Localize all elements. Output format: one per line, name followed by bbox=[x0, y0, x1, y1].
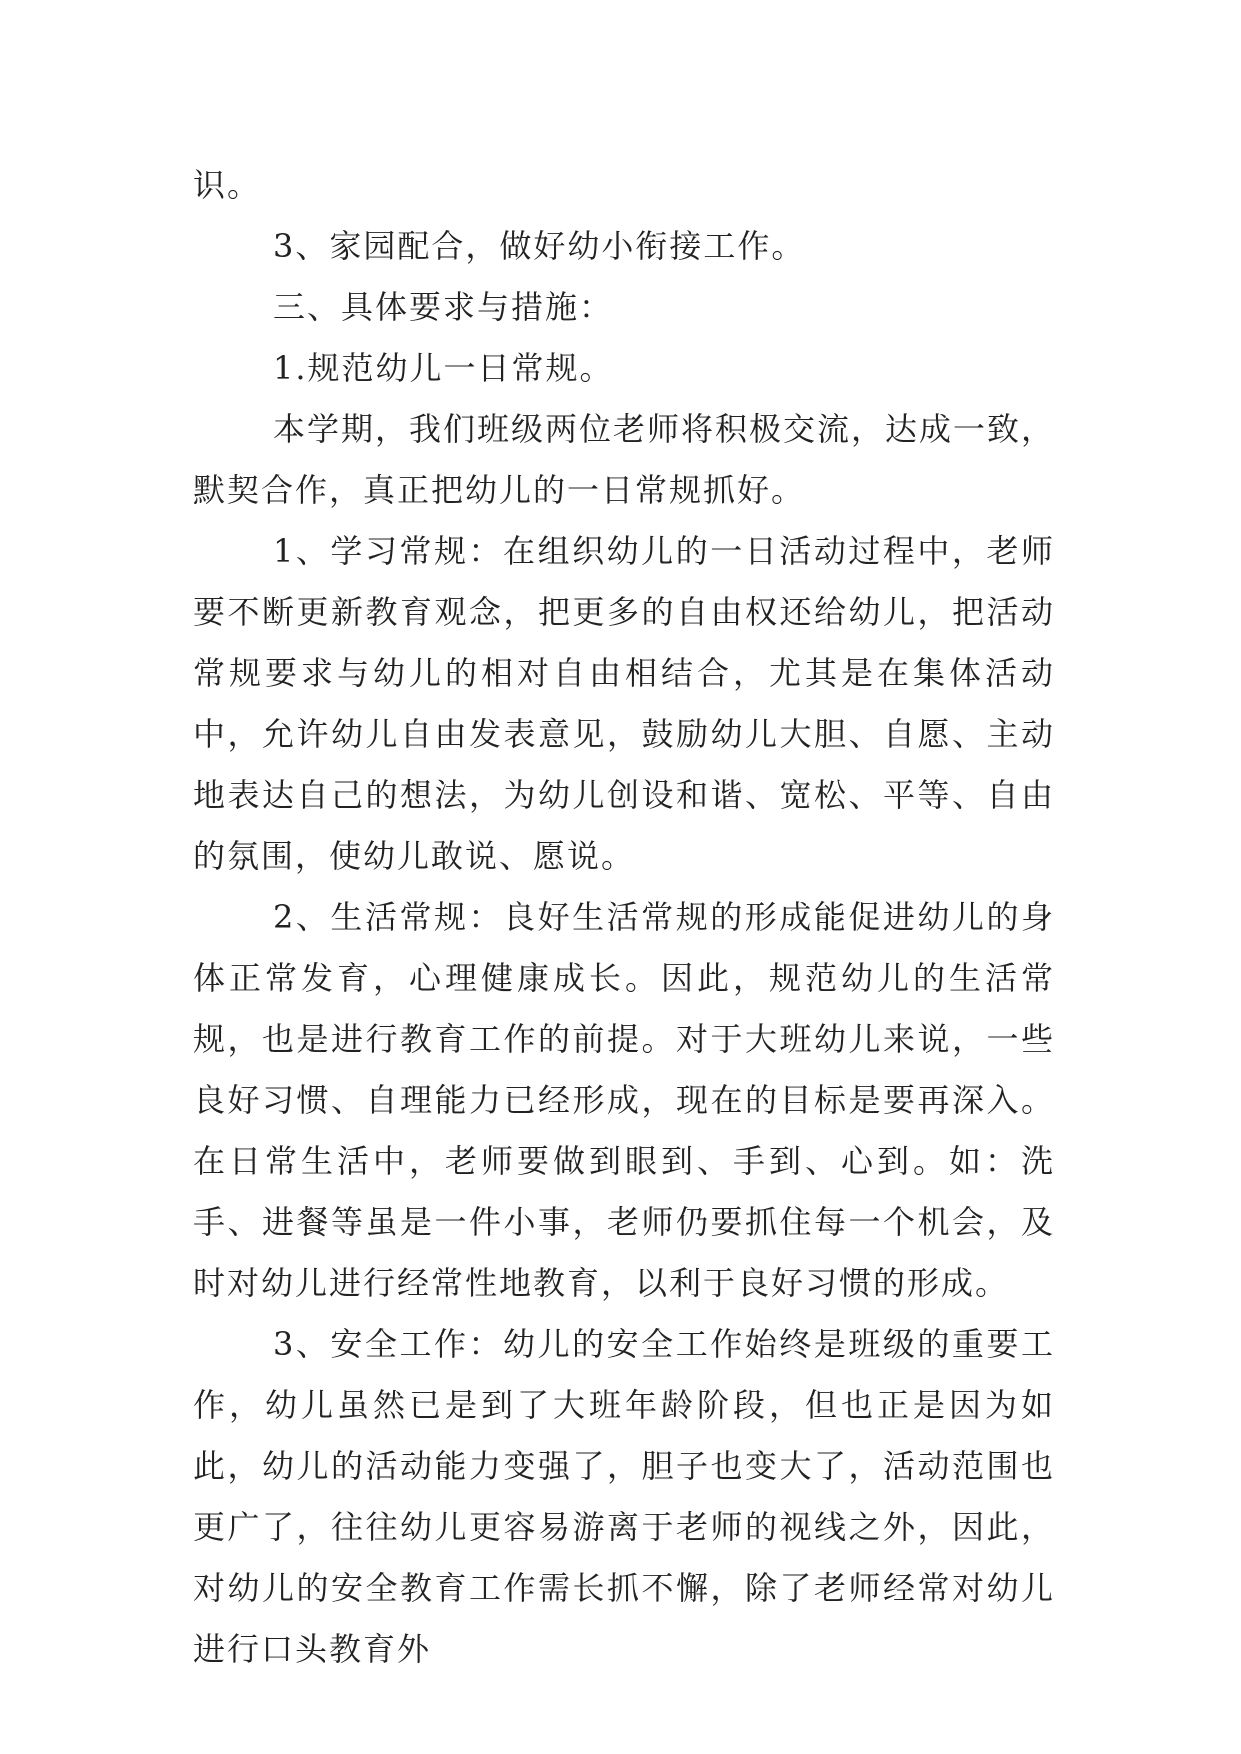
paragraph-continuation: 识。 bbox=[193, 166, 262, 204]
paragraph-teacher-cooperation: 本学期，我们班级两位老师将积极交流，达成一致，默契合作，真正把幼儿的一日常规抓好。 bbox=[193, 410, 1056, 509]
subheading-daily-routine: 1.规范幼儿一日常规。 bbox=[273, 349, 614, 387]
paragraph-learning-routine: 1、学习常规：在组织幼儿的一日活动过程中，老师要不断更新教育观念，把更多的自由权还给幼儿，把活动常规要求与幼儿的相对自由相结合，尤其是在集体活动中，允许幼儿自由发表意见，鼓励幼儿大胆、自愿、主动地表达自己的想法，为幼儿创设和谐、宽松、平等、自由的氛围，使幼儿敢说、愿说。 bbox=[193, 532, 1055, 875]
paragraph-life-routine: 2、生活常规：良好生活常规的形成能促进幼儿的身体正常发育，心理健康成长。因此，规范幼儿的生活常规，也是进行教育工作的前提。对于大班幼儿来说，一些良好习惯、自理能力已经形成，现在的目标是要再深入。在日常生活中，老师要做到眼到、手到、心到。如：洗手、进餐等虽是一件小事，老师仍要抓住每一个机会，及时对幼儿进行经常性地教育，以利于良好习惯的形成。 bbox=[193, 898, 1055, 1302]
paragraph-item-3-home-school: 3、家园配合，做好幼小衔接工作。 bbox=[273, 227, 806, 265]
document-body bbox=[193, 155, 1055, 1680]
section-heading-requirements: 三、具体要求与措施： bbox=[273, 288, 614, 326]
paragraph-safety-work: 3、安全工作：幼儿的安全工作始终是班级的重要工作，幼儿虽然已是到了大班年龄阶段，但也正是因为如此，幼儿的活动能力变强了，胆子也变大了，活动范围也更广了，往往幼儿更容易游离于老师的视线之外，因此，对幼儿的安全教育工作需长抓不懈，除了老师经常对幼儿进行口头教育外 bbox=[193, 1325, 1055, 1668]
